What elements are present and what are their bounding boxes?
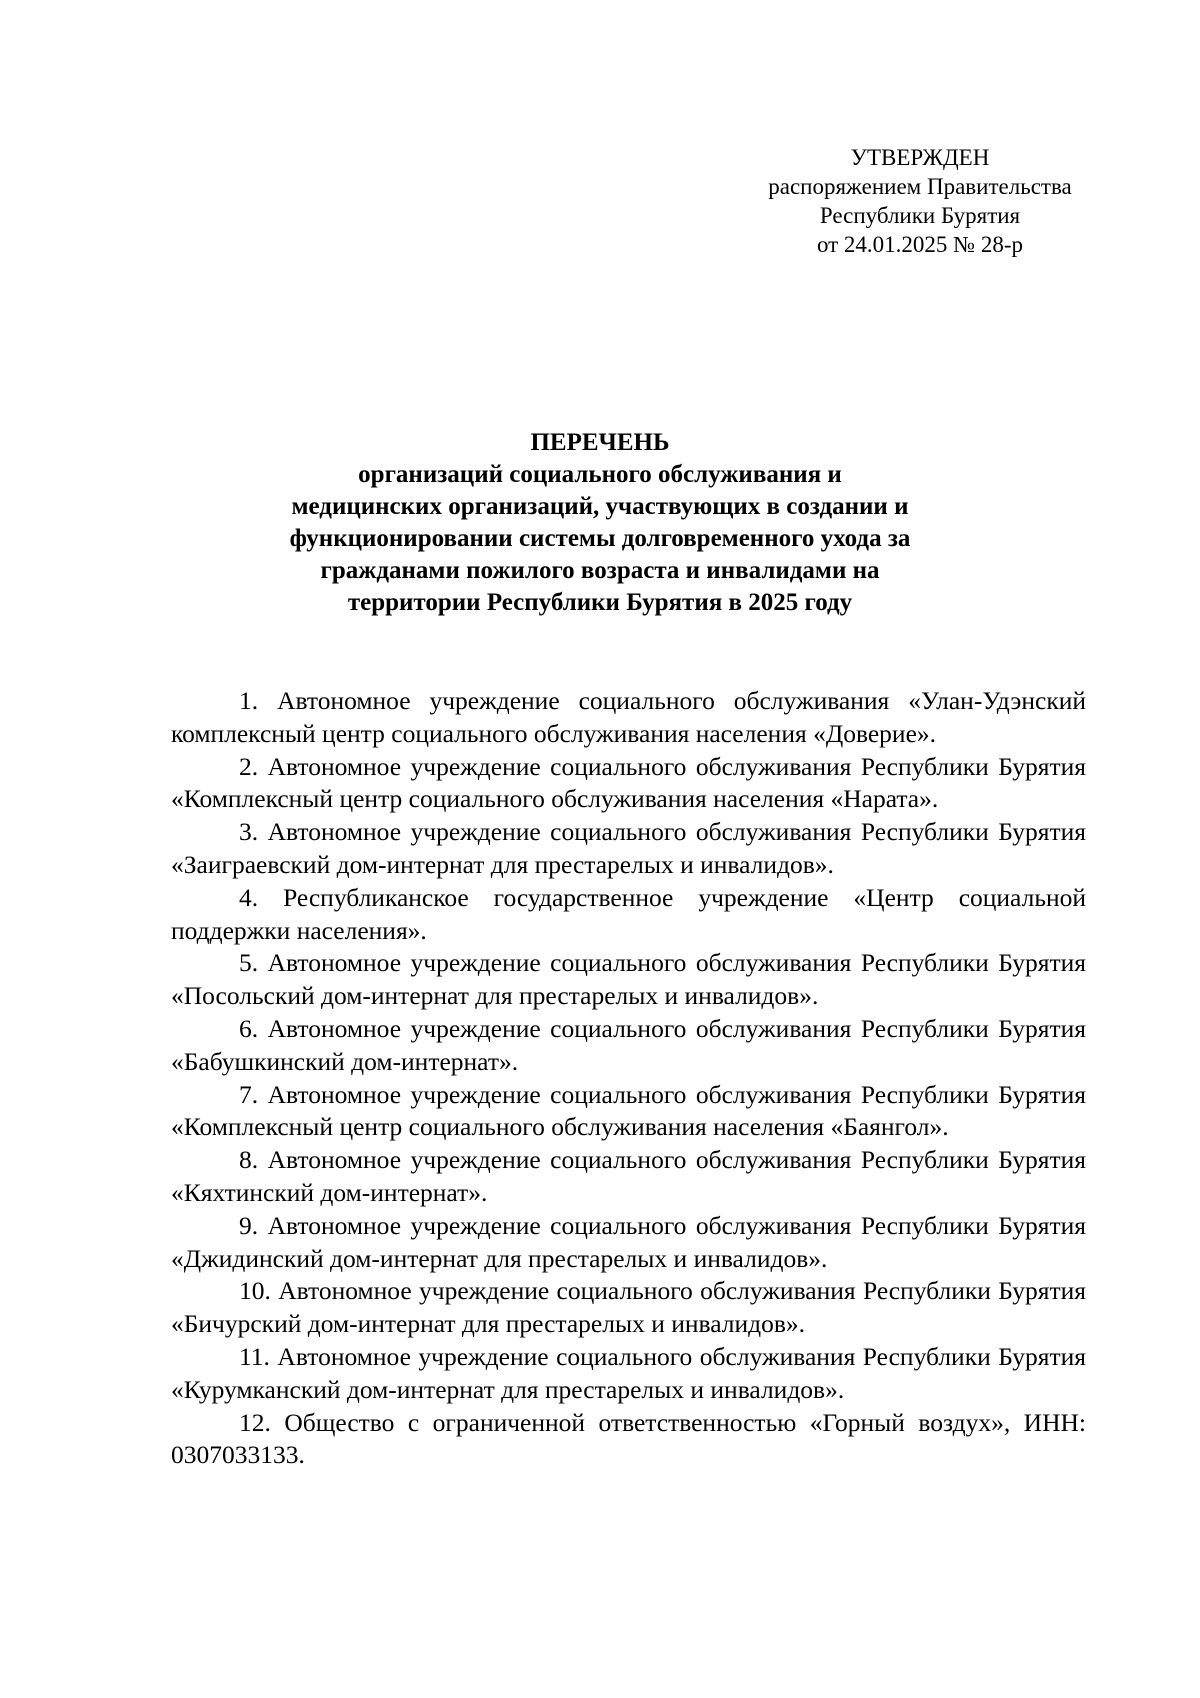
list-item: 4. Республиканское государственное учреждение «Центр социальной поддержки населения». [171,882,1086,945]
organization-list [171,685,1086,1472]
title-line: функционировании системы долговременного ухода за [289,525,911,552]
list-item: 12. Общество с ограниченной ответственностью «Горный воздух», ИНН: 0307033133. [171,1407,1086,1470]
list-item: 11. Автономное учреждение социального обслуживания Республики Бурятия «Курумканский дом-интернат для престарелых и инвалидов». [171,1341,1086,1404]
approval-region: Республики Бурятия [819,203,1021,228]
approval-heading: УТВЕРЖДЕН [850,145,990,170]
list-item: 5. Автономное учреждение социального обслуживания Республики Бурятия «Посольский дом-интернат для престарелых и инвалидов». [171,948,1086,1011]
list-item: 1. Автономное учреждение социального обслуживания «Улан-Удэнский комплексный центр социального обслуживания населения «Доверие». [171,686,1086,748]
title-line: гражданами пожилого возраста и инвалидами на [320,557,880,584]
list-item: 3. Автономное учреждение социального обслуживания Республики Бурятия «Заиграевский дом-интернат для престарелых и инвалидов». [171,817,1086,879]
document-title [240,427,960,619]
list-item: 2. Автономное учреждение социального обслуживания Республики Бурятия «Комплексный центр социального обслуживания населения «Нарата». [171,751,1086,814]
list-item: 9. Автономное учреждение социального обслуживания Республики Бурятия «Джидинский дом-интернат для престарелых и инвалидов». [171,1210,1086,1273]
title-heading: ПЕРЕЧЕНЬ [530,429,670,456]
list-item: 8. Автономное учреждение социального обслуживания Республики Бурятия «Кяхтинский дом-интернат». [171,1145,1086,1207]
title-line: организаций социального обслуживания и [358,461,842,488]
list-item: 10. Автономное учреждение социального обслуживания Республики Бурятия «Бичурский дом-интернат для престарелых и инвалидов». [171,1276,1086,1339]
title-line: медицинских организаций, участвующих в создании и [291,493,909,520]
approval-date-number: от 24.01.2025 № 28-р [816,232,1024,257]
list-item: 7. Автономное учреждение социального обслуживания Республики Бурятия «Комплексный центр социального обслуживания населения «Баянгол». [171,1079,1086,1142]
list-item: 6. Автономное учреждение социального обслуживания Республики Бурятия «Бабушкинский дом-интернат». [171,1013,1086,1076]
approval-authority: распоряжением Правительства [768,174,1072,199]
title-line: территории Республики Бурятия в 2025 году [347,589,853,616]
approval-stamp-block [740,143,1100,259]
